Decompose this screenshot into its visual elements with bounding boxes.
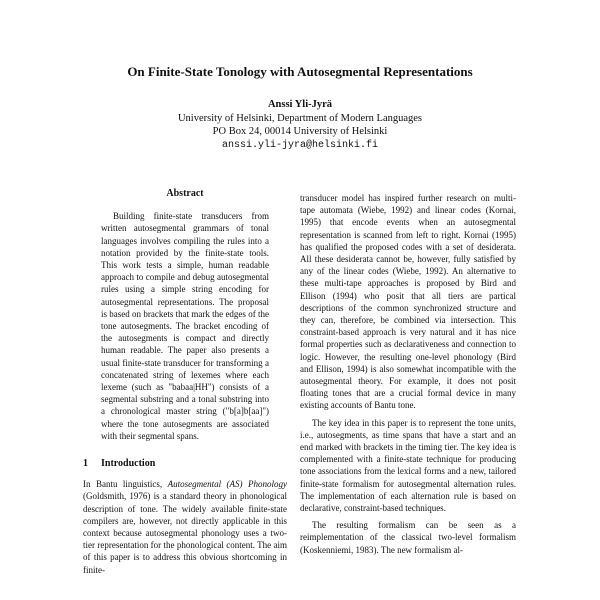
right-paragraph-2: The key idea in this paper is to represent the tone units, i.e., autosegments, as time spans that have a start and an end marked with brackets in the timing tier. The key idea is complemented with a finite-state technique for producing tone associations from the lexical forms and a new, tailored finite-state formalism for autosegmental alternation rules. The implementation of each alternation rule is based on declarative, constraint-based techniques.	[300, 417, 516, 514]
intro-paragraph	[83, 478, 287, 576]
intro-text-start: In Bantu linguistics,	[83, 479, 168, 490]
author-affiliation: University of Helsinki, Department of Modern Languages	[177, 112, 423, 124]
intro-text-rest: (Goldsmith, 1976) is a standard theory in phonological description of tone. The widely available finite-state compilers are, however, not directly applicable in this context because autosegmental phonology uses a two-tier representation for the phonological content. The aim of this paper is to address this obvious shortcoming in finite-	[83, 491, 287, 575]
author-email[interactable]: anssi.yli-jyra@helsinki.fi	[221, 139, 379, 151]
author-name: Anssi Yli-Jyrä	[267, 99, 333, 110]
abstract-heading: Abstract	[166, 188, 204, 199]
paper-title: On Finite-State Tonology with Autosegmental Representations	[127, 64, 473, 79]
author-address: PO Box 24, 00014 University of Helsinki	[212, 126, 388, 137]
abstract-text: Building finite-state transducers from written autosegmental grammars of tonal languages involves compiling the rules into a notation provided by the finite-state tools. This work tests a simple, human readable approach to compile and debug autosegmental rules using a simple string encoding for autosegmental representations. The proposal is based on brackets that mark the edges of the tone autosegments. The bracket encoding of the autosegments is compact and directly human readable. The paper also presents a usual finite-state transducer for transforming a concatenated string of lexemes where each lexeme (such as "babaa|HH") consists of a segmental substring and a tonal substring into a chronological master string ("b[a]b[aa]") where the tone autosegments are associated with their segmental spans.	[101, 211, 269, 441]
right-paragraph-3: The resulting formalism can be seen as a reimplementation of the classical two-level formalism (Koskenniemi, 1983). The new formalism al-	[300, 520, 516, 555]
intro-term: Autosegmental (AS) Phonology	[167, 479, 287, 490]
right-paragraph-1: transducer model has inspired further research on multi-tape automata (Wiebe, 1992) and linear codes (Kornai, 1995) that encode events when an autosegmental representation is scanned from left to right. Kornai (1995) has qualified the proposed codes with a set of desiderata. All these desiderata cannot be, however, fully satisfied by any of the linear codes (Wiebe, 1992). An alternative to these multi-tape approaches is proposed by Bird and Ellison (1994) who posit that all tiers are partical descriptions of the common synchronized structure and they can, therefore, be combined via intersection. This constraint-based approach is very natural and it has nice formal properties such as declarativeness and connection to logic. However, the resulting one-level phonology (Bird and Ellison, 1994) is also somewhat incompatible with the autosegmental theory. For example, it does not posit floating tones that are a crucial formal device in many existing accounts of Bantu tone.	[300, 193, 516, 411]
left-column	[83, 188, 287, 576]
section-number: 1	[83, 458, 88, 470]
section-title: Introduction	[101, 458, 156, 470]
section-heading-introduction	[83, 458, 287, 470]
right-column	[300, 192, 516, 556]
author-block	[0, 98, 600, 152]
